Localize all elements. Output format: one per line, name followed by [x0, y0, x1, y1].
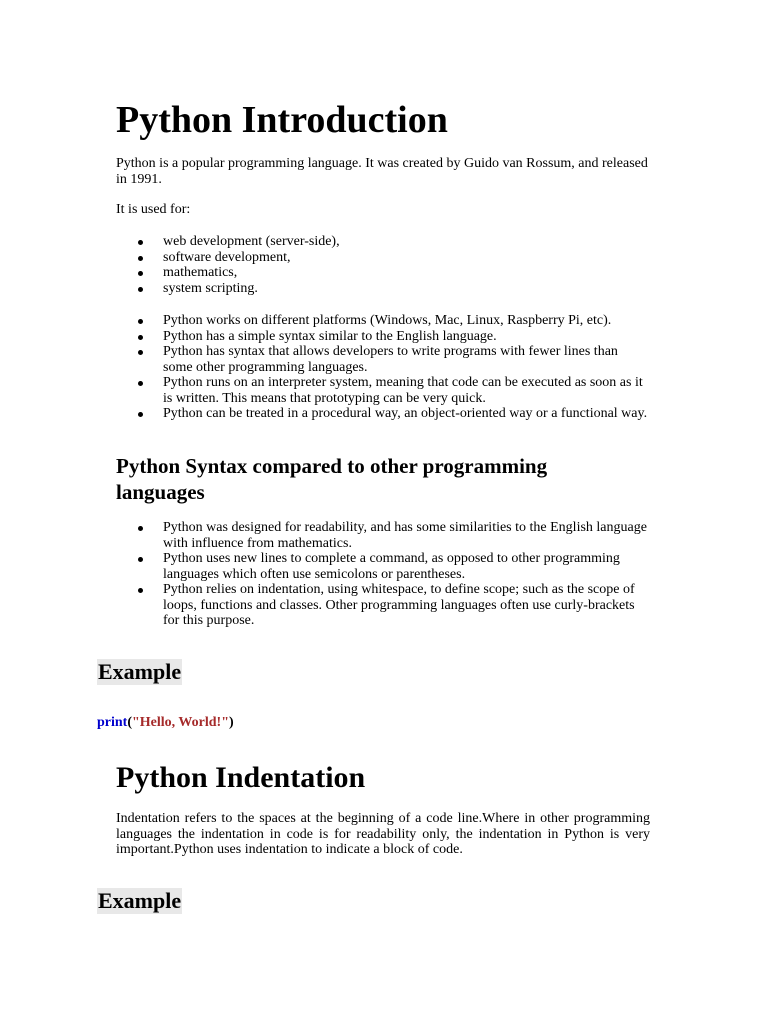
- bullet-icon: [138, 526, 143, 531]
- list-item: [116, 281, 650, 297]
- list-item-text: Python has a simple syntax similar to the English language.: [163, 328, 497, 344]
- bullet-icon: [138, 350, 143, 355]
- list-item-text: Python was designed for readability, and has some similarities to the English language with influence from mathematics.: [163, 520, 647, 551]
- code-open-paren: (: [127, 715, 133, 730]
- list-item-text: Python relies on indentation, using whitespace, to define scope; such as the scope of loops, functions and classes. Other programming languages often use curly-brackets for this purpose.: [163, 582, 635, 628]
- used-for-label: It is used for:: [116, 202, 191, 217]
- bullet-icon: [138, 412, 143, 417]
- list-item: [116, 344, 650, 375]
- list-item-text: web development (server-side),: [163, 234, 340, 249]
- bullet-icon: [138, 319, 143, 324]
- list-item-text: software development,: [163, 249, 291, 265]
- syntax-list: [116, 520, 650, 629]
- list-item-text: mathematics,: [163, 265, 238, 280]
- bullet-icon: [138, 381, 143, 386]
- list-item: [116, 582, 650, 629]
- bullet-icon: [138, 240, 143, 245]
- example-heading: Example: [98, 659, 182, 684]
- list-item: [116, 265, 650, 281]
- list-item: [116, 329, 650, 345]
- list-item: [116, 406, 650, 422]
- bullet-icon: [138, 256, 143, 261]
- list-item-text: Python uses new lines to complete a command, as opposed to other programming languages which often use semicolons or parentheses.: [163, 551, 620, 582]
- code-function: print: [97, 715, 128, 730]
- list-item-text: Python can be treated in a procedural way, an object-oriented way or a functional way.: [163, 406, 648, 421]
- code-string: "Hello, World!": [132, 715, 229, 730]
- list-item: [116, 375, 650, 406]
- bullet-icon: [138, 287, 143, 292]
- list-item: [116, 313, 650, 329]
- code-close-paren: ): [228, 715, 234, 730]
- bullet-icon: [138, 271, 143, 276]
- features-list: [116, 313, 650, 422]
- list-item: [116, 520, 650, 551]
- page-title: Python Introduction: [116, 99, 448, 141]
- indentation-paragraph: Indentation refers to the spaces at the beginning of a code line.Where in other programming languages the indentation in code is for readability only, the indentation in Python is very important.Python uses indentation to indicate a block of code.: [116, 811, 650, 857]
- bullet-icon: [138, 588, 143, 593]
- code-example: [97, 714, 234, 732]
- indentation-heading: Python Indentation: [116, 761, 366, 794]
- uses-list: [116, 234, 650, 296]
- list-item-text: Python runs on an interpreter system, meaning that code can be executed as soon as it is written. This means that prototyping can be very quick.: [163, 375, 643, 406]
- bullet-icon: [138, 335, 143, 340]
- example-heading-2: Example: [98, 888, 182, 913]
- list-item: [116, 250, 650, 266]
- list-item: [116, 234, 650, 250]
- list-item-text: Python works on different platforms (Windows, Mac, Linux, Raspberry Pi, etc).: [163, 313, 612, 328]
- bullet-icon: [138, 557, 143, 562]
- list-item: [116, 551, 650, 582]
- syntax-heading: Python Syntax compared to other programming languages: [116, 454, 548, 504]
- list-item-text: Python has syntax that allows developers to write programs with fewer lines than some other programming languages.: [163, 344, 618, 375]
- intro-paragraph: Python is a popular programming language. It was created by Guido van Rossum, and released in 1991.: [116, 156, 648, 187]
- list-item-text: system scripting.: [163, 280, 258, 296]
